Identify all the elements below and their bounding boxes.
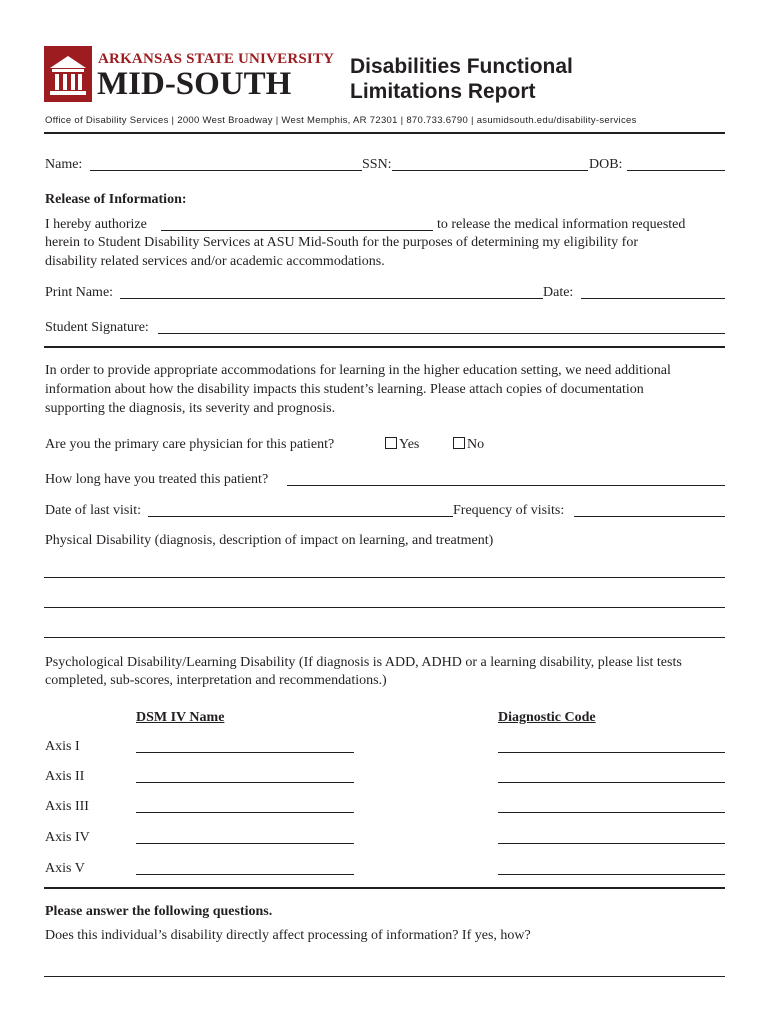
- axis-3-code-field[interactable]: [498, 812, 725, 813]
- axis-label: Axis V: [45, 861, 85, 876]
- axis-4-dsm-field[interactable]: [136, 843, 354, 844]
- signature-label: Student Signature:: [45, 320, 149, 335]
- building-icon: [44, 46, 92, 102]
- treatment-duration-field[interactable]: [287, 485, 725, 486]
- name-field[interactable]: [90, 170, 362, 171]
- contact-line: Office of Disability Services | 2000 West Broadway | West Memphis, AR 72301 | 870.733.6790 | asumidsouth.edu/disability-services: [45, 115, 637, 126]
- psychological-disability-line-2: completed, sub-scores, interpretation and recommendations.): [45, 673, 387, 688]
- authorize-suffix: to release the medical information requested: [437, 217, 686, 232]
- axis-1-dsm-field[interactable]: [136, 752, 354, 753]
- authorize-prefix: I hereby authorize: [45, 217, 147, 232]
- axis-5-code-field[interactable]: [498, 874, 725, 875]
- visit-frequency-label: Frequency of visits:: [453, 503, 565, 518]
- questions-divider: [44, 887, 725, 889]
- intro-line-2: information about how the disability impacts this student’s learning. Please attach copies of documentation: [45, 382, 644, 397]
- physical-disability-label: Physical Disability (diagnosis, description of impact on learning, and treatment): [45, 533, 494, 548]
- release-date-label: Date:: [543, 285, 574, 300]
- axis-label: Axis IV: [45, 830, 90, 845]
- yes-checkbox[interactable]: [385, 437, 397, 449]
- physical-disability-line-3[interactable]: [44, 637, 725, 638]
- diagnostic-code-header: Diagnostic Code: [498, 710, 596, 725]
- physical-disability-line-2[interactable]: [44, 607, 725, 608]
- axis-label: Axis III: [45, 799, 89, 814]
- release-date-field[interactable]: [581, 298, 725, 299]
- axis-label: Axis I: [45, 739, 80, 754]
- dob-field[interactable]: [627, 170, 725, 171]
- treatment-duration-label: How long have you treated this patient?: [45, 472, 269, 487]
- header-divider: [44, 132, 725, 134]
- release-text-line-2: herein to Student Disability Services at ASU Mid-South for the purposes of determining my eligibility for: [45, 235, 638, 250]
- campus-name: MID-SOUTH: [97, 66, 292, 102]
- section-divider: [44, 346, 725, 348]
- last-visit-field[interactable]: [148, 516, 453, 517]
- axis-4-code-field[interactable]: [498, 843, 725, 844]
- intro-line-1: In order to provide appropriate accommodations for learning in the higher education setting, we need additional: [45, 363, 671, 378]
- yes-label: Yes: [399, 437, 420, 452]
- visit-frequency-field[interactable]: [574, 516, 725, 517]
- dsm-iv-name-header: DSM IV Name: [136, 710, 225, 725]
- signature-field[interactable]: [158, 333, 725, 334]
- authorized-party-field[interactable]: [161, 230, 433, 231]
- processing-question: Does this individual’s disability directly affect processing of information? If yes, how?: [45, 928, 531, 943]
- print-name-field[interactable]: [120, 298, 543, 299]
- last-visit-label: Date of last visit:: [45, 503, 142, 518]
- university-logo: [44, 46, 92, 102]
- university-name: ARKANSAS STATE UNIVERSITY: [98, 51, 335, 67]
- axis-5-dsm-field[interactable]: [136, 874, 354, 875]
- psychological-disability-line-1: Psychological Disability/Learning Disability (If diagnosis is ADD, ADHD or a learning disability, please list tests: [45, 655, 682, 670]
- ssn-field[interactable]: [392, 170, 588, 171]
- axis-3-dsm-field[interactable]: [136, 812, 354, 813]
- axis-2-code-field[interactable]: [498, 782, 725, 783]
- no-option[interactable]: [453, 436, 484, 454]
- page-title-line-1: Disabilities Functional: [350, 55, 573, 78]
- physical-disability-line-1[interactable]: [44, 577, 725, 578]
- primary-physician-question: Are you the primary care physician for this patient?: [45, 437, 335, 452]
- processing-answer-line[interactable]: [44, 976, 725, 977]
- yes-option[interactable]: [385, 436, 419, 454]
- intro-line-3: supporting the diagnosis, its severity and prognosis.: [45, 401, 336, 416]
- dob-label: DOB:: [589, 157, 623, 172]
- no-checkbox[interactable]: [453, 437, 465, 449]
- page-title: [350, 54, 573, 104]
- release-heading: Release of Information:: [45, 192, 187, 207]
- release-text-line-3: disability related services and/or academic accommodations.: [45, 254, 385, 269]
- no-label: No: [467, 437, 485, 452]
- name-label: Name:: [45, 157, 83, 172]
- axis-label: Axis II: [45, 769, 85, 784]
- questions-heading: Please answer the following questions.: [45, 904, 273, 919]
- axis-2-dsm-field[interactable]: [136, 782, 354, 783]
- axis-1-code-field[interactable]: [498, 752, 725, 753]
- print-name-label: Print Name:: [45, 285, 114, 300]
- page-title-line-2: Limitations Report: [350, 80, 536, 103]
- ssn-label: SSN:: [362, 157, 392, 172]
